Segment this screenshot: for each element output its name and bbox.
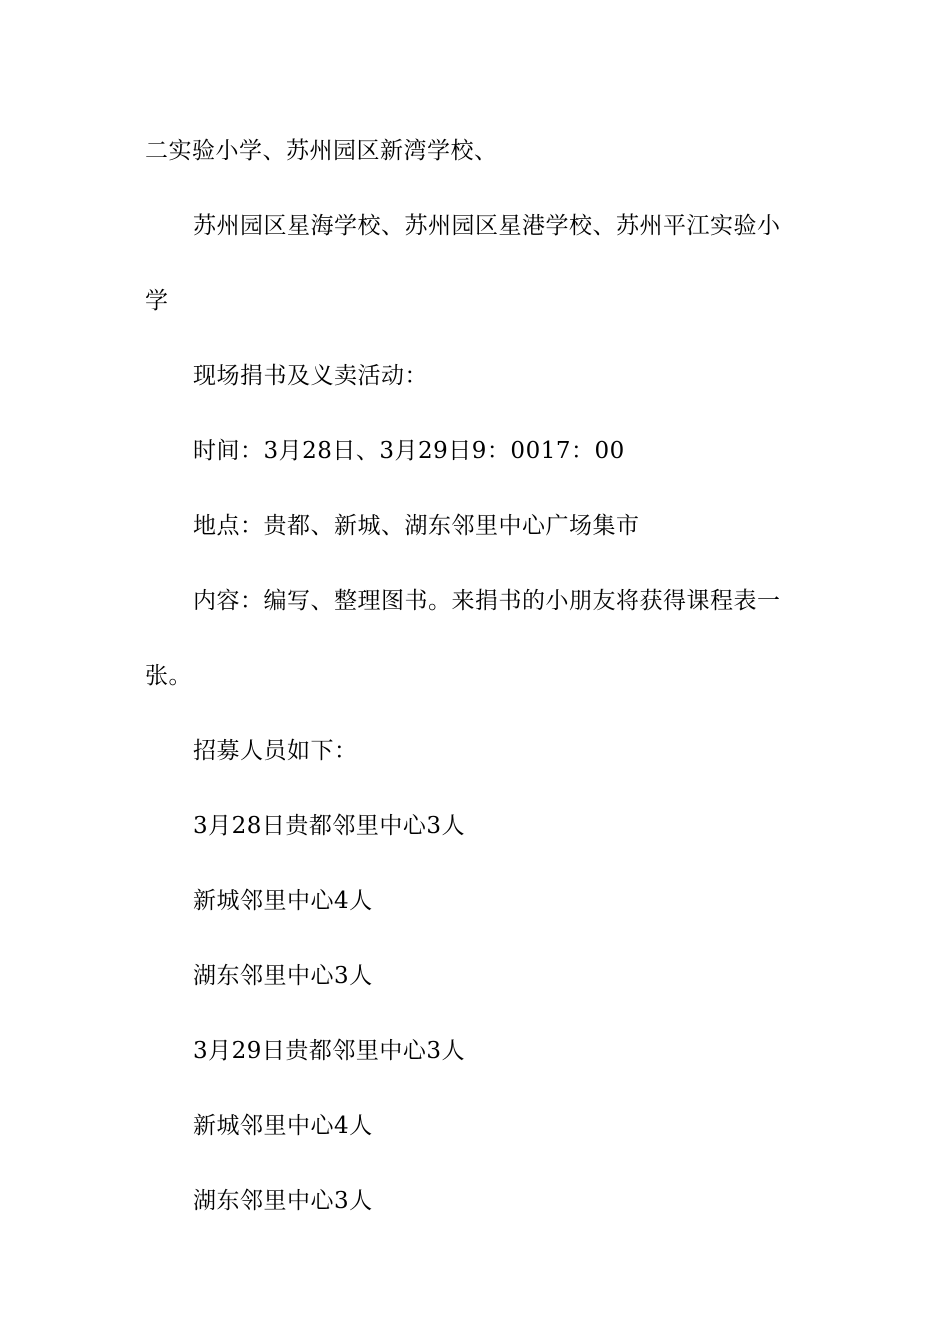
- text-line-schools: 苏州园区星海学校、苏州园区星港学校、苏州平江实验小: [193, 213, 781, 239]
- text-line-location: 地点：贵都、新城、湖东邻里中心广场集市: [193, 513, 640, 539]
- text-line-time: 时间：3月28日、3月29日9：0017：00: [193, 438, 625, 464]
- text-line-schools-wrap: 学: [145, 288, 169, 314]
- list-item: 3月28日贵都邻里中心3人: [193, 813, 466, 839]
- text-line-content-wrap: 张。: [145, 663, 192, 689]
- list-item: 湖东邻里中心3人: [193, 963, 373, 989]
- section-heading-book-donation: 现场捐书及义卖活动：: [193, 363, 428, 389]
- list-item: 3月29日贵都邻里中心3人: [193, 1038, 466, 1064]
- text-line-schools-continued: 二实验小学、苏州园区新湾学校、: [145, 138, 498, 164]
- list-item: 湖东邻里中心3人: [193, 1188, 373, 1214]
- list-item: 新城邻里中心4人: [193, 1113, 373, 1139]
- list-item: 新城邻里中心4人: [193, 888, 373, 914]
- text-line-recruitment-heading: 招募人员如下：: [193, 738, 358, 764]
- text-line-content: 内容：编写、整理图书。来捐书的小朋友将获得课程表一: [193, 588, 781, 614]
